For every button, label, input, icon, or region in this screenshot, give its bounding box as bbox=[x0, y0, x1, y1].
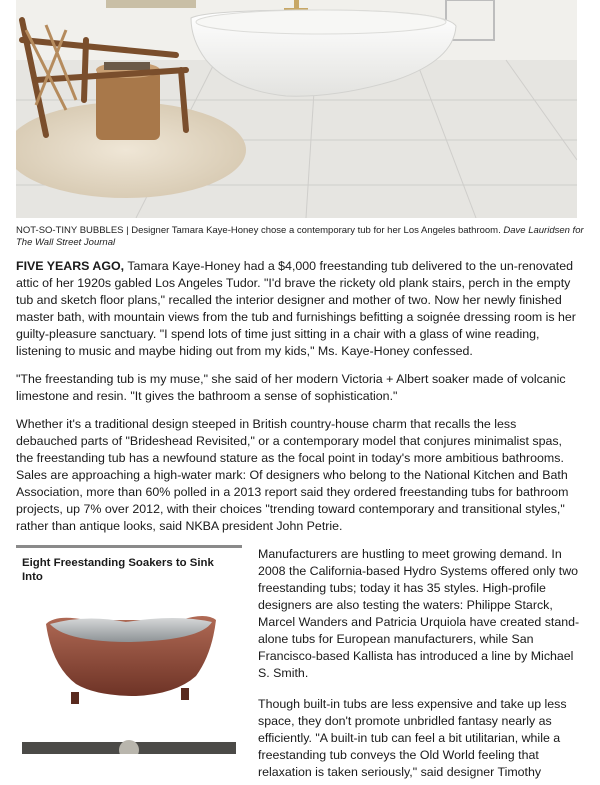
bathroom-illustration bbox=[16, 0, 577, 218]
caption-label: NOT-SO-TINY BUBBLES | Designer Tamara Kaye-Honey chose a contemporary tub for her Los Angeles bathroom. bbox=[16, 225, 501, 236]
article-paragraph-5: Though built-in tubs are less expensive and take up less space, they don't promote unbridled fantasy nearly as efficiently. "A built-in tub can feel a bit utilitarian, while a freestanding tub conveys the Old World feeling that relaxation is taken seriously," said designer Timothy bbox=[258, 697, 567, 779]
article-paragraph-1 bbox=[16, 258, 578, 360]
article-paragraph-2: "The freestanding tub is my muse," she said of her modern Victoria + Albert soaker made of volcanic limestone and resin. "It gives the bathroom a sense of sophistication." bbox=[16, 372, 566, 403]
hero-photo bbox=[16, 0, 577, 218]
photo-caption bbox=[16, 225, 586, 249]
article-paragraph-3: Whether it's a traditional design steeped in British country-house charm that recalls the less debauched parts of "Brideshead Revisited," or a contemporary model that conjures minimalist spas, the freestanding tub has a newfound stature as the focal point in today's more ambitious bathrooms. Sales are approaching a high-water mark: Of designers who belong to the National Kitchen and Bath Association, more than 60% polled in a 2013 report said they ordered freestanding tubs for bathroom projects, up 7% over 2012, with their choices "trending toward contemporary and transitional styles," rather than antique looks, said NKBA president John Petrie. bbox=[16, 417, 569, 533]
sidebar-title[interactable]: Eight Freestanding Soakers to Sink Into bbox=[22, 557, 214, 583]
slideshow-sidebar[interactable] bbox=[16, 545, 242, 785]
caption-credit: Dave Lauridsen for The Wall Street Journal bbox=[16, 225, 584, 248]
article-paragraph-4: Manufacturers are hustling to meet growing demand. In 2008 the California-based Hydro Systems offered only two freestanding tubs; today it has 35 styles. High-profile designers are also testing the waters: Philippe Starck, Marcel Wanders and Patricia Urquiola have created stand-alone tubs for European manufacturers, while San Francisco-based Kallista has introduced a line by Michael S. Smith. bbox=[258, 547, 580, 680]
lead-in: FIVE YEARS AGO, bbox=[16, 259, 125, 273]
copper-tub-image[interactable] bbox=[16, 584, 242, 754]
paragraph-1-text: Tamara Kaye-Honey had a $4,000 freestanding tub delivered to the un-renovated attic of her 1920s gabled Los Angeles Tudor. "I'd brave the rickety old plank stairs, perch in the empty tub and sketch floor plans," recalled the interior designer and mother of two. Now her newly finished master bath, with mountain views from the tub and furnishings befitting a soignée dressing room is her guilty-pleasure sanctuary. "I spend lots of time just sitting in a chair with a glass of wine reading, listening to music and maybe hiding out from my kids," Ms. Kaye-Honey confessed. bbox=[16, 259, 576, 358]
